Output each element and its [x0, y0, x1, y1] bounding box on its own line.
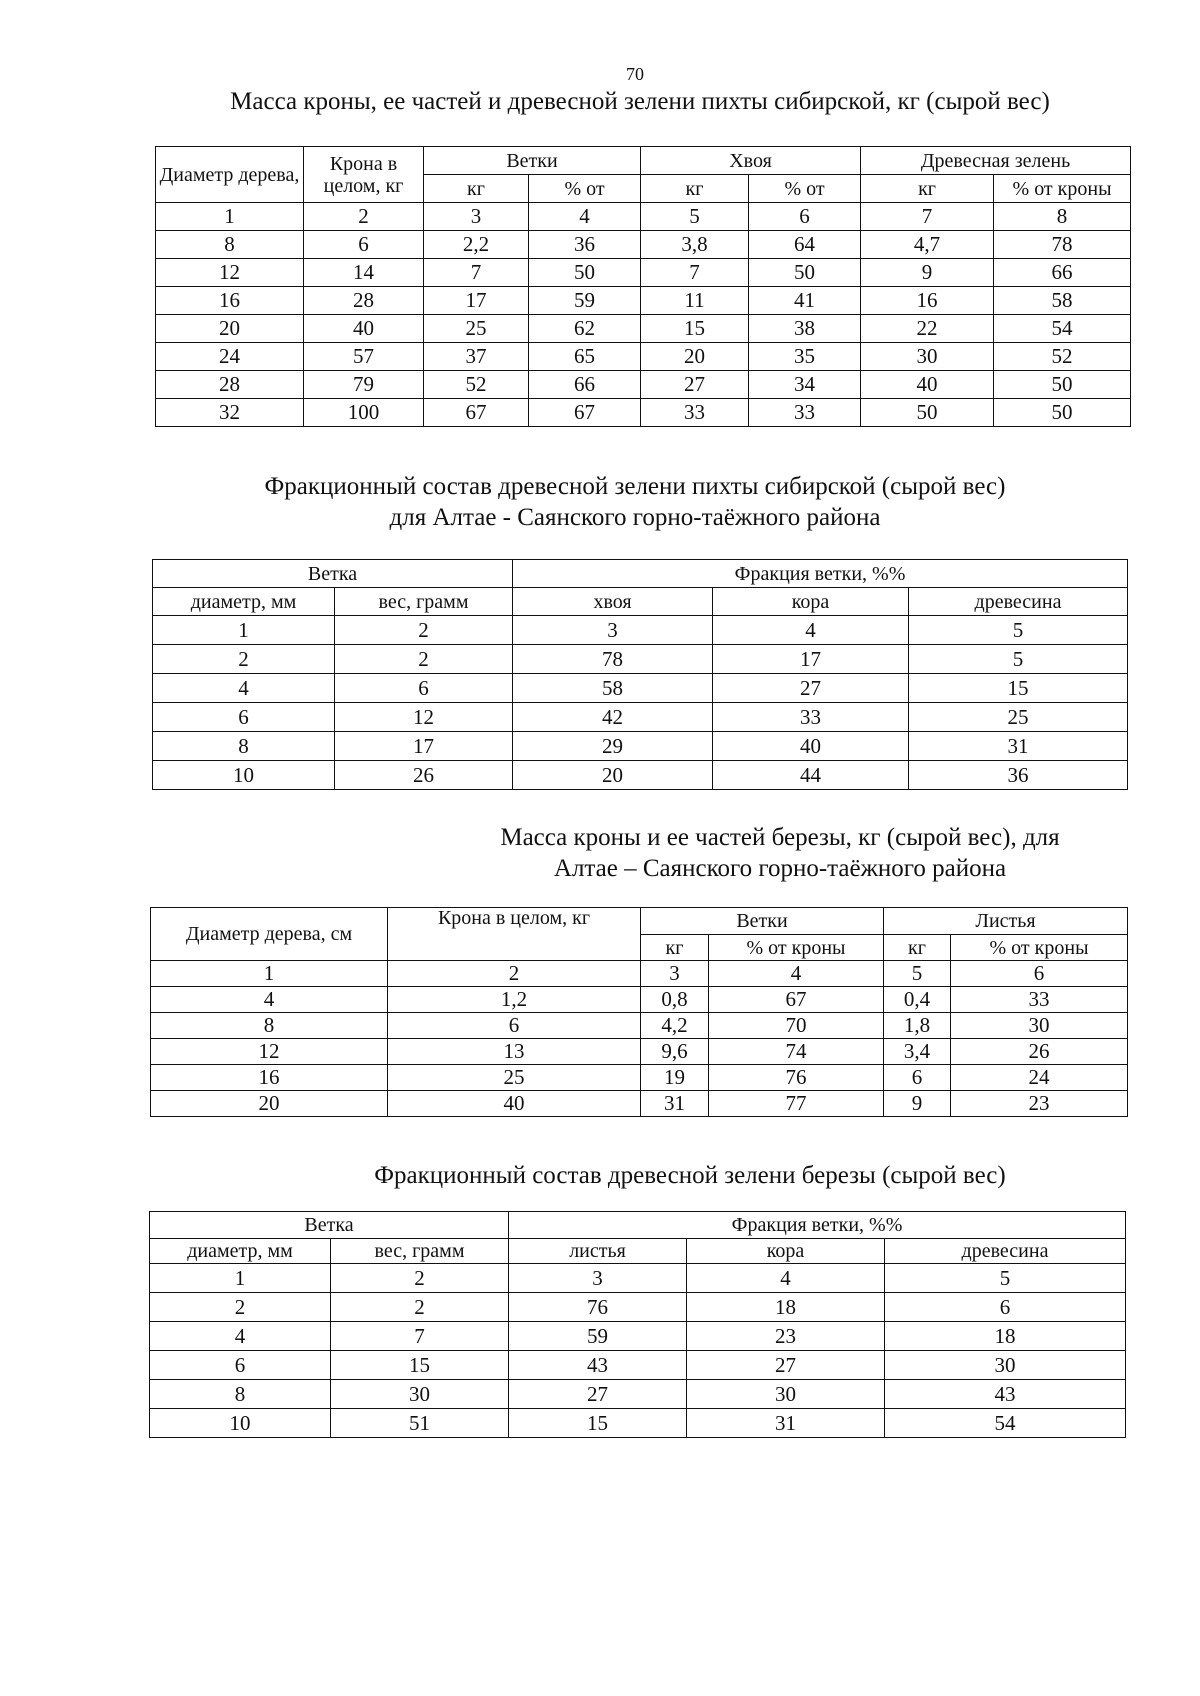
table-cell: 2 [150, 1293, 331, 1322]
table2-header-branch: Ветка [153, 560, 513, 588]
table-cell: 52 [994, 343, 1131, 371]
subheader-cell: древесина [885, 1239, 1126, 1264]
table-cell: 28 [156, 371, 304, 399]
table-cell: 15 [641, 315, 749, 343]
table-cell: 3,8 [641, 231, 749, 259]
table-cell: 50 [994, 399, 1131, 427]
subheader-cell: вес, грамм [335, 588, 513, 616]
table-row [156, 259, 1131, 287]
table-cell: 14 [304, 259, 424, 287]
table-cell: 24 [156, 343, 304, 371]
table-cell: 40 [388, 1091, 641, 1117]
table-cell: 31 [909, 732, 1128, 761]
table-cell: 4 [713, 616, 909, 645]
table-cell: 65 [529, 343, 641, 371]
subheader-cell: кг [641, 175, 749, 203]
table-cell: 25 [424, 315, 529, 343]
table3-caption-line2: Алтае – Саянского горно-таёжного района [553, 855, 1007, 882]
table4-subheader-row [150, 1239, 1126, 1264]
subheader-cell: кора [713, 588, 909, 616]
page-number: 70 [626, 64, 644, 84]
table-cell: 27 [641, 371, 749, 399]
table-cell: 3 [641, 961, 709, 987]
table3-header-branches: Ветки [641, 908, 884, 935]
table-cell: 40 [713, 732, 909, 761]
table-cell: 50 [529, 259, 641, 287]
table-cell: 17 [713, 645, 909, 674]
table-cell: 0,4 [884, 987, 951, 1013]
table3-body [151, 961, 1128, 1117]
table1-header-diameter: Диаметр дерева, [156, 147, 304, 203]
subheader-cell: хвоя [513, 588, 713, 616]
table-cell: 74 [709, 1039, 884, 1065]
table-row [153, 761, 1128, 790]
table-cell: 18 [885, 1322, 1126, 1351]
table-cell: 2 [331, 1264, 509, 1293]
table-cell: 9 [884, 1091, 951, 1117]
table-row [151, 1065, 1128, 1091]
table-cell: 17 [335, 732, 513, 761]
table3-header-leaves: Листья [884, 908, 1128, 935]
table-cell: 16 [156, 287, 304, 315]
table-row [150, 1293, 1126, 1322]
table-cell: 5 [884, 961, 951, 987]
table1-header-greens: Древесная зелень [861, 147, 1131, 175]
table-cell: 59 [509, 1322, 687, 1351]
table-cell: 1 [153, 616, 335, 645]
table-cell: 66 [529, 371, 641, 399]
subheader-cell: кг [861, 175, 994, 203]
table-cell: 27 [687, 1351, 885, 1380]
table-row [150, 1351, 1126, 1380]
table-cell: 19 [641, 1065, 709, 1091]
table-cell: 28 [304, 287, 424, 315]
table-cell: 8 [150, 1380, 331, 1409]
table-row [150, 1380, 1126, 1409]
table-row [156, 203, 1131, 231]
table-cell: 78 [994, 231, 1131, 259]
table-row [156, 343, 1131, 371]
table-row [156, 315, 1131, 343]
table-cell: 1 [156, 203, 304, 231]
table-cell: 35 [749, 343, 861, 371]
table-cell: 7 [861, 203, 994, 231]
table-cell: 42 [513, 703, 713, 732]
table-cell: 38 [749, 315, 861, 343]
table1-header-crown: Крона в целом, кг [304, 147, 424, 203]
table1-header-branches: Ветки [424, 147, 641, 175]
table-cell: 33 [749, 399, 861, 427]
subheader-cell: % от кроны [951, 935, 1128, 961]
table-cell: 64 [749, 231, 861, 259]
table2-header-fraction: Фракция ветки, %% [513, 560, 1128, 588]
table-cell: 6 [388, 1013, 641, 1039]
table-cell: 67 [424, 399, 529, 427]
table-cell: 7 [331, 1322, 509, 1351]
table-cell: 44 [713, 761, 909, 790]
table-cell: 8 [153, 732, 335, 761]
table-cell: 76 [709, 1065, 884, 1091]
table3 [150, 907, 1128, 1117]
table-row [153, 732, 1128, 761]
table-cell: 15 [909, 674, 1128, 703]
table4-body [150, 1264, 1126, 1438]
table-cell: 27 [509, 1380, 687, 1409]
table4 [149, 1211, 1126, 1438]
table-cell: 32 [156, 399, 304, 427]
table-row [153, 674, 1128, 703]
table-cell: 30 [331, 1380, 509, 1409]
table-cell: 29 [513, 732, 713, 761]
table-cell: 16 [861, 287, 994, 315]
table1-body [156, 203, 1131, 427]
subheader-cell: % от кроны [994, 175, 1131, 203]
table-cell: 1 [151, 961, 388, 987]
table-cell: 66 [994, 259, 1131, 287]
table-row [151, 1039, 1128, 1065]
table-cell: 1,2 [388, 987, 641, 1013]
table-cell: 62 [529, 315, 641, 343]
table-cell: 58 [994, 287, 1131, 315]
table-cell: 70 [709, 1013, 884, 1039]
table-cell: 12 [335, 703, 513, 732]
subheader-cell: кора [687, 1239, 885, 1264]
table-cell: 58 [513, 674, 713, 703]
table-cell: 4 [151, 987, 388, 1013]
table-cell: 36 [909, 761, 1128, 790]
table-cell: 7 [641, 259, 749, 287]
table-cell: 100 [304, 399, 424, 427]
subheader-cell: % от [749, 175, 861, 203]
table-cell: 26 [951, 1039, 1128, 1065]
subheader-cell: % от кроны [709, 935, 884, 961]
table4-caption: Фракционный состав древесной зелени березы (сырой вес) [374, 1162, 1006, 1189]
table-cell: 12 [156, 259, 304, 287]
table-cell: 20 [513, 761, 713, 790]
table-row [156, 399, 1131, 427]
table-cell: 6 [335, 674, 513, 703]
table-cell: 31 [641, 1091, 709, 1117]
subheader-cell: диаметр, мм [150, 1239, 331, 1264]
table2-caption-line1: Фракционный состав древесной зелени пихты сибирской (сырой вес) [264, 473, 1006, 500]
table-cell: 3 [513, 616, 713, 645]
table-cell: 37 [424, 343, 529, 371]
subheader-cell: диаметр, мм [153, 588, 335, 616]
table-cell: 4 [150, 1322, 331, 1351]
table-cell: 41 [749, 287, 861, 315]
table-cell: 4 [687, 1264, 885, 1293]
table-cell: 20 [156, 315, 304, 343]
table-cell: 78 [513, 645, 713, 674]
table-cell: 25 [909, 703, 1128, 732]
table-cell: 67 [709, 987, 884, 1013]
table-cell: 2 [331, 1293, 509, 1322]
table-cell: 5 [909, 616, 1128, 645]
table-cell: 5 [909, 645, 1128, 674]
table-cell: 31 [687, 1409, 885, 1438]
table-cell: 24 [951, 1065, 1128, 1091]
table-cell: 59 [529, 287, 641, 315]
table-row [150, 1409, 1126, 1438]
table3-caption-line1: Масса кроны и ее частей березы, кг (сырой вес), для [500, 824, 1060, 851]
table-cell: 2 [335, 616, 513, 645]
table-cell: 54 [885, 1409, 1126, 1438]
table-cell: 30 [885, 1351, 1126, 1380]
table-cell: 6 [884, 1065, 951, 1091]
table-row [151, 961, 1128, 987]
table-cell: 8 [994, 203, 1131, 231]
table-cell: 13 [388, 1039, 641, 1065]
table-row [151, 987, 1128, 1013]
table2-body [153, 616, 1128, 790]
table-cell: 20 [151, 1091, 388, 1117]
table2-subheader-row [153, 588, 1128, 616]
table-cell: 54 [994, 315, 1131, 343]
table1 [155, 146, 1131, 427]
table-cell: 15 [331, 1351, 509, 1380]
table-cell: 4 [153, 674, 335, 703]
table4-header-fraction: Фракция ветки, %% [509, 1212, 1126, 1239]
table-cell: 8 [156, 231, 304, 259]
table2 [152, 559, 1128, 790]
table-cell: 51 [331, 1409, 509, 1438]
table3-caption [400, 822, 1160, 884]
table-cell: 16 [151, 1065, 388, 1091]
table-cell: 40 [861, 371, 994, 399]
table-cell: 22 [861, 315, 994, 343]
table-row [156, 287, 1131, 315]
table-cell: 33 [641, 399, 749, 427]
table-cell: 2 [335, 645, 513, 674]
table-cell: 4,2 [641, 1013, 709, 1039]
table-cell: 36 [529, 231, 641, 259]
table-cell: 3 [509, 1264, 687, 1293]
table-cell: 18 [687, 1293, 885, 1322]
table-row [153, 703, 1128, 732]
table1-caption: Масса кроны, ее частей и древесной зелени пихты сибирской, кг (сырой вес) [230, 88, 1050, 115]
table-cell: 23 [687, 1322, 885, 1351]
table-cell: 77 [709, 1091, 884, 1117]
table-cell: 2 [153, 645, 335, 674]
table-cell: 10 [150, 1409, 331, 1438]
table-cell: 6 [153, 703, 335, 732]
table-cell: 15 [509, 1409, 687, 1438]
table-row [156, 371, 1131, 399]
table-cell: 50 [749, 259, 861, 287]
table-cell: 4 [529, 203, 641, 231]
table-row [153, 645, 1128, 674]
table-row [151, 1091, 1128, 1117]
table-cell: 4 [709, 961, 884, 987]
table1-header-needles: Хвоя [641, 147, 861, 175]
table-cell: 1 [150, 1264, 331, 1293]
table-cell: 20 [641, 343, 749, 371]
table-cell: 2 [388, 961, 641, 987]
subheader-cell: листья [509, 1239, 687, 1264]
table-cell: 11 [641, 287, 749, 315]
table-cell: 43 [885, 1380, 1126, 1409]
table-cell: 2,2 [424, 231, 529, 259]
table-cell: 5 [641, 203, 749, 231]
subheader-cell: древесина [909, 588, 1128, 616]
table-cell: 6 [885, 1293, 1126, 1322]
table-cell: 26 [335, 761, 513, 790]
subheader-cell: вес, грамм [331, 1239, 509, 1264]
table-cell: 50 [861, 399, 994, 427]
table-row [150, 1322, 1126, 1351]
table-cell: 43 [509, 1351, 687, 1380]
table-cell: 6 [150, 1351, 331, 1380]
table-cell: 6 [304, 231, 424, 259]
table4-header-branch: Ветка [150, 1212, 509, 1239]
table-cell: 9 [861, 259, 994, 287]
table-cell: 8 [151, 1013, 388, 1039]
table-cell: 30 [951, 1013, 1128, 1039]
subheader-cell: кг [424, 175, 529, 203]
subheader-cell: % от [529, 175, 641, 203]
table-cell: 27 [713, 674, 909, 703]
table-row [153, 616, 1128, 645]
table-cell: 33 [951, 987, 1128, 1013]
table-cell: 52 [424, 371, 529, 399]
table-cell: 12 [151, 1039, 388, 1065]
table-cell: 3,4 [884, 1039, 951, 1065]
table3-header-diameter: Диаметр дерева, см [151, 908, 388, 961]
table-cell: 34 [749, 371, 861, 399]
table-cell: 40 [304, 315, 424, 343]
subheader-cell: кг [641, 935, 709, 961]
table-cell: 50 [994, 371, 1131, 399]
table-cell: 2 [304, 203, 424, 231]
table-cell: 17 [424, 287, 529, 315]
table-cell: 6 [951, 961, 1128, 987]
table2-caption [200, 471, 1070, 533]
table-row [151, 1013, 1128, 1039]
table-cell: 23 [951, 1091, 1128, 1117]
table-cell: 10 [153, 761, 335, 790]
table-cell: 33 [713, 703, 909, 732]
table-cell: 0,8 [641, 987, 709, 1013]
table-cell: 3 [424, 203, 529, 231]
table-cell: 9,6 [641, 1039, 709, 1065]
table2-caption-line2: для Алтае - Саянского горно-таёжного района [389, 504, 881, 531]
table-cell: 30 [687, 1380, 885, 1409]
table-cell: 4,7 [861, 231, 994, 259]
table3-header-crown: Крона в целом, кг [388, 908, 641, 961]
table-row [156, 231, 1131, 259]
table-cell: 67 [529, 399, 641, 427]
table-cell: 6 [749, 203, 861, 231]
table-cell: 76 [509, 1293, 687, 1322]
table-cell: 25 [388, 1065, 641, 1091]
table-cell: 5 [885, 1264, 1126, 1293]
table-cell: 7 [424, 259, 529, 287]
table-cell: 30 [861, 343, 994, 371]
subheader-cell: кг [884, 935, 951, 961]
table-cell: 79 [304, 371, 424, 399]
table-cell: 1,8 [884, 1013, 951, 1039]
table-cell: 57 [304, 343, 424, 371]
table-row [150, 1264, 1126, 1293]
